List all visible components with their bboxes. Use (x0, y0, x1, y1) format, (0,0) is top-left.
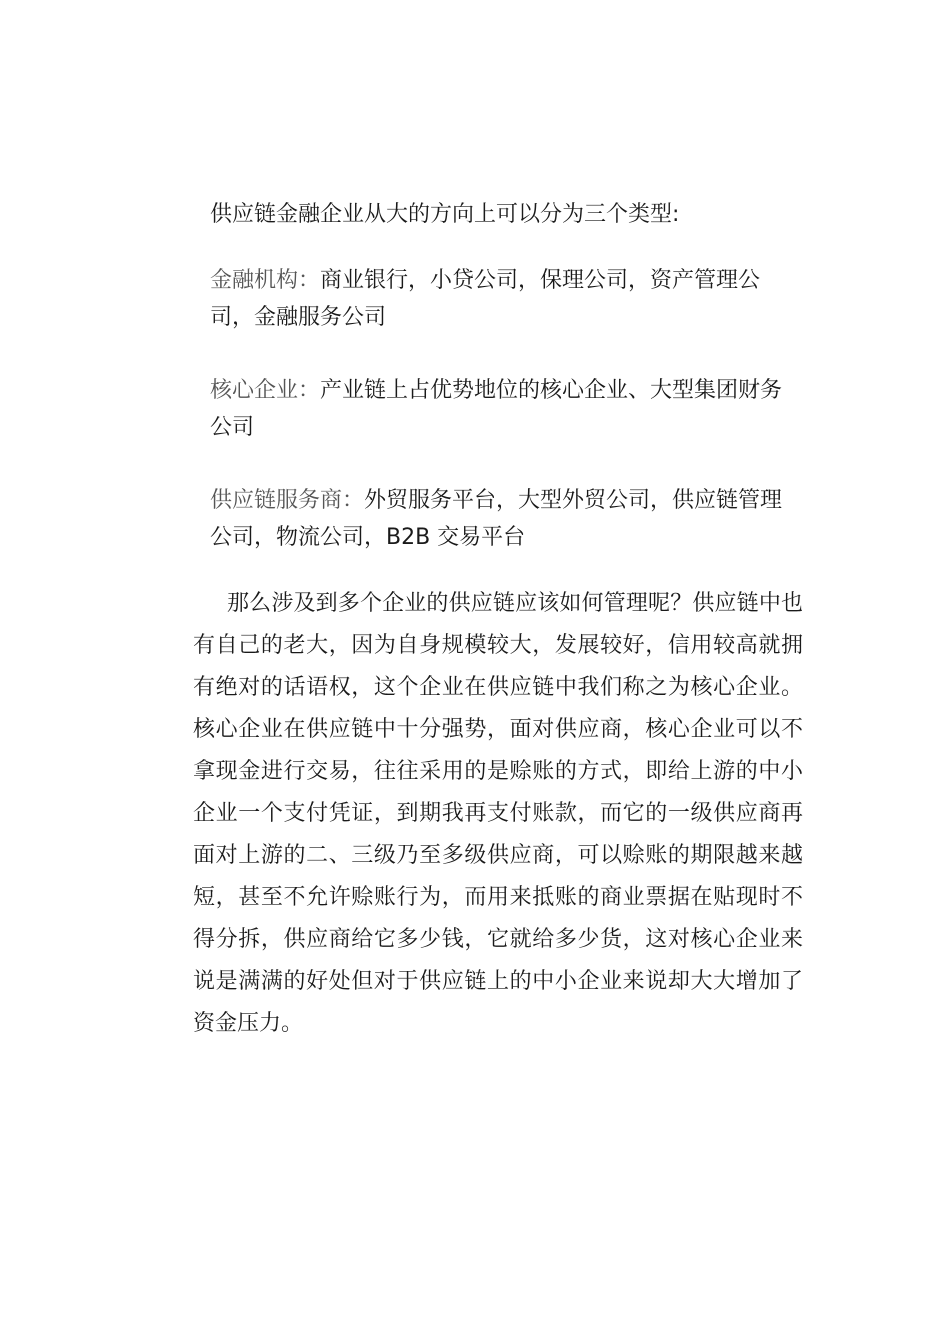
type-label: 核心企业： (210, 378, 321, 403)
type-description: 外贸服务平台，大型外贸公司，供应链管理公司，物流公司，B2B 交易平台 (210, 488, 783, 550)
type-label: 金融机构： (210, 268, 321, 293)
intro-text: 供应链金融企业从大的方向上可以分为三个类型: (210, 202, 680, 227)
type-item-core-enterprise (210, 372, 790, 446)
type-description: 产业链上占优势地位的核心企业、大型集团财务公司 (210, 378, 783, 440)
body-paragraph: 那么涉及到多个企业的供应链应该如何管理呢？供应链中也有自己的老大，因为自身规模较大，发展较好，信用较高就拥有绝对的话语权，这个企业在供应链中我们称之为核心企业。核心企业在供应链中十分强势，面对供应商，核心企业可以不拿现金进行交易，往往采用的是赊账的方式，即给上游的中小企业一个支付凭证，到期我再支付账款，而它的一级供应商再面对上游的二、三级乃至多级供应商，可以赊账的期限越来越短，甚至不允许赊账行为，而用来抵账的商业票据在贴现时不得分拆，供应商给它多少钱，它就给多少货，这对核心企业来说是满满的好处但对于供应链上的中小企业来说却大大增加了资金压力。 (193, 591, 803, 1036)
type-description: 商业银行，小贷公司，保理公司，资产管理公司，金融服务公司 (210, 268, 761, 330)
type-label: 供应链服务商： (210, 488, 365, 513)
enterprise-type-list (210, 262, 790, 592)
type-item-supply-chain-service-provider (210, 482, 790, 556)
type-item-financial-institution (210, 262, 790, 336)
